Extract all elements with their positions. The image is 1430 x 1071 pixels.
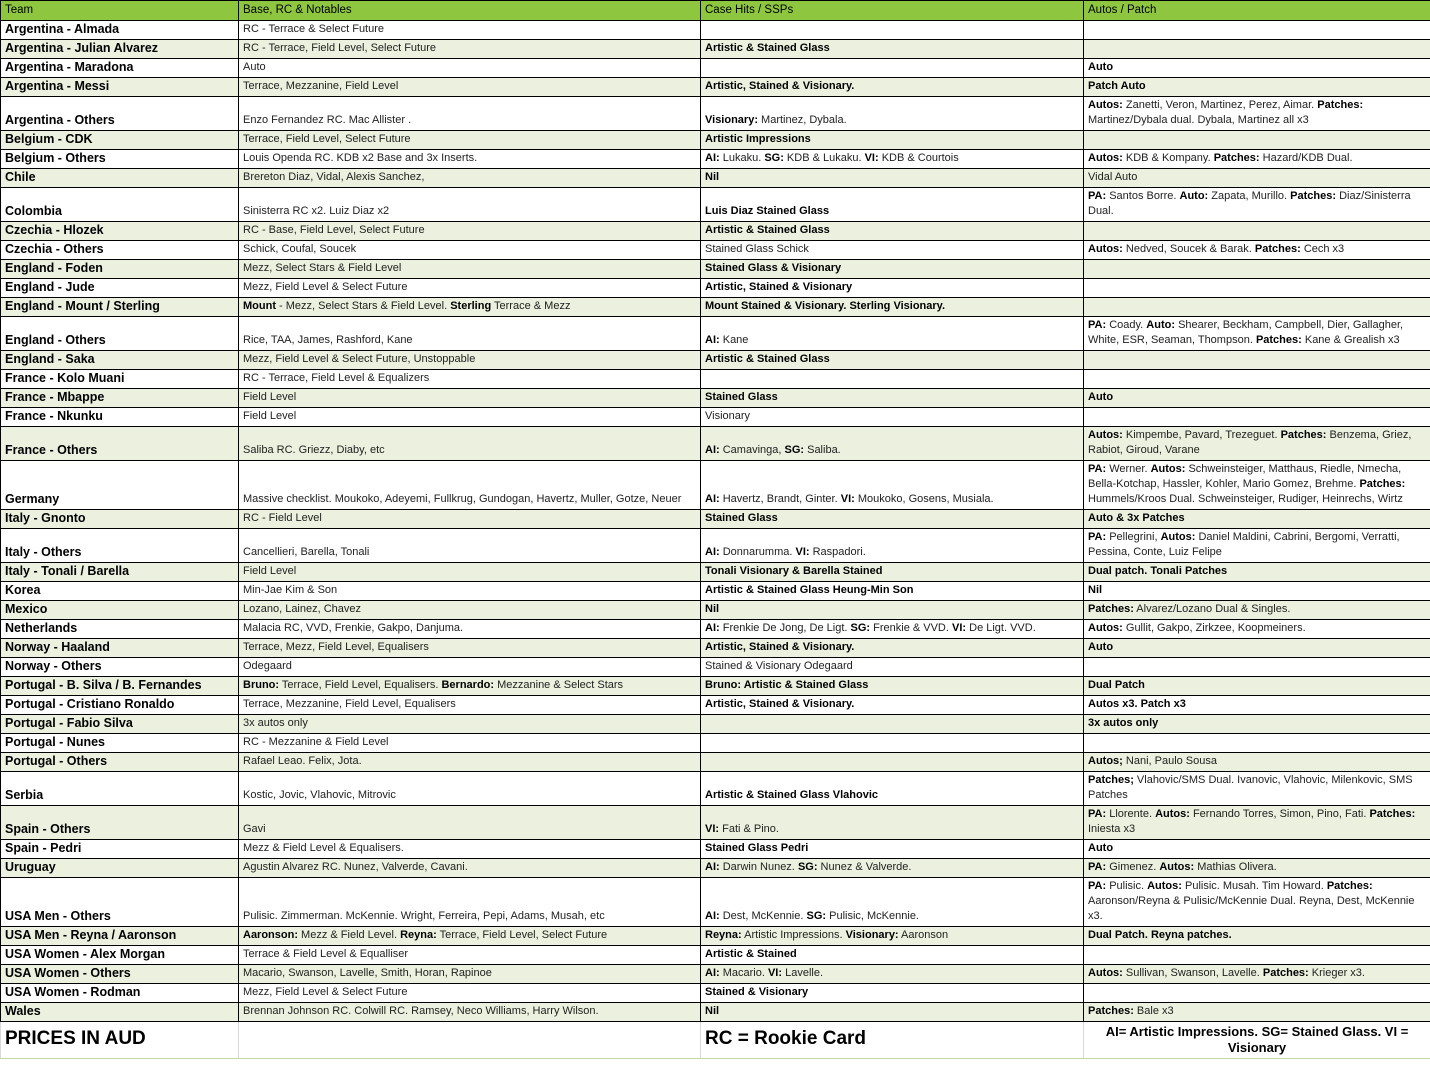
autos-patch-cell[interactable] bbox=[1084, 351, 1430, 370]
team-cell[interactable]: Portugal - B. Silva / B. Fernandes bbox=[1, 677, 239, 696]
case-hits-cell[interactable] bbox=[701, 715, 1084, 734]
autos-patch-cell[interactable] bbox=[1084, 260, 1430, 279]
autos-patch-cell[interactable] bbox=[1084, 984, 1430, 1003]
rookie-card-legend[interactable]: RC = Rookie Card bbox=[701, 1022, 1084, 1059]
table-row bbox=[1, 241, 1430, 260]
table-row bbox=[1, 1003, 1430, 1022]
footer-row bbox=[1, 1022, 1430, 1059]
table-row bbox=[1, 40, 1430, 59]
case-hits-cell[interactable] bbox=[701, 753, 1084, 772]
team-cell[interactable]: Norway - Haaland bbox=[1, 639, 239, 658]
table-row bbox=[1, 601, 1430, 620]
team-cell[interactable]: Belgium - CDK bbox=[1, 131, 239, 150]
base-cell[interactable]: RC - Mezzanine & Field Level bbox=[239, 734, 701, 753]
base-cell[interactable]: Field Level bbox=[239, 408, 701, 427]
base-cell[interactable]: Schick, Coufal, Soucek bbox=[239, 241, 701, 260]
table-row bbox=[1, 715, 1430, 734]
case-hits-cell[interactable]: Artistic & Stained Glass bbox=[701, 351, 1084, 370]
table-row bbox=[1, 772, 1430, 806]
team-cell[interactable]: USA Men - Reyna / Aaronson bbox=[1, 927, 239, 946]
base-cell[interactable]: Enzo Fernandez RC. Mac Allister . bbox=[239, 97, 701, 131]
table-row bbox=[1, 317, 1430, 351]
prices-note[interactable]: PRICES IN AUD bbox=[1, 1022, 239, 1059]
case-hits-cell[interactable]: Artistic & Stained bbox=[701, 946, 1084, 965]
base-cell[interactable]: Sinisterra RC x2. Luiz Diaz x2 bbox=[239, 188, 701, 222]
autos-patch-cell[interactable] bbox=[1084, 734, 1430, 753]
autos-patch-cell[interactable]: Autos: KDB & Kompany. Patches: Hazard/KDB Dual. bbox=[1084, 150, 1430, 169]
autos-patch-cell[interactable]: Auto bbox=[1084, 840, 1430, 859]
base-cell[interactable]: Rafael Leao. Felix, Jota. bbox=[239, 753, 701, 772]
base-cell[interactable]: Terrace, Field Level, Select Future bbox=[239, 131, 701, 150]
base-cell[interactable]: Massive checklist. Moukoko, Adeyemi, Fullkrug, Gundogan, Havertz, Muller, Gotze, Neuer bbox=[239, 461, 701, 510]
base-cell[interactable]: Mezz, Field Level & Select Future, Unstoppable bbox=[239, 351, 701, 370]
autos-patch-cell[interactable]: Autos: Sullivan, Swanson, Lavelle. Patches: Krieger x3. bbox=[1084, 965, 1430, 984]
autos-patch-cell[interactable]: Vidal Auto bbox=[1084, 169, 1430, 188]
autos-patch-cell[interactable] bbox=[1084, 370, 1430, 389]
team-cell[interactable]: Serbia bbox=[1, 772, 239, 806]
autos-patch-cell[interactable]: Auto bbox=[1084, 59, 1430, 78]
base-cell[interactable]: RC - Field Level bbox=[239, 510, 701, 529]
autos-patch-cell[interactable]: PA: Pellegrini, Autos: Daniel Maldini, Cabrini, Bergomi, Verratti, Pessina, Conte, Luiz Felipe bbox=[1084, 529, 1430, 563]
base-cell[interactable]: RC - Terrace, Field Level, Select Future bbox=[239, 40, 701, 59]
team-cell[interactable]: Portugal - Cristiano Ronaldo bbox=[1, 696, 239, 715]
autos-patch-cell[interactable] bbox=[1084, 222, 1430, 241]
autos-patch-cell[interactable] bbox=[1084, 298, 1430, 317]
table-row bbox=[1, 927, 1430, 946]
case-hits-cell[interactable]: Stained Glass bbox=[701, 389, 1084, 408]
case-hits-cell[interactable] bbox=[701, 59, 1084, 78]
base-cell[interactable]: 3x autos only bbox=[239, 715, 701, 734]
table-row bbox=[1, 97, 1430, 131]
team-cell[interactable]: Argentina - Others bbox=[1, 97, 239, 131]
table-row bbox=[1, 59, 1430, 78]
table-row bbox=[1, 965, 1430, 984]
case-hits-cell[interactable]: Stained & Visionary Odegaard bbox=[701, 658, 1084, 677]
table-row bbox=[1, 78, 1430, 97]
header-row bbox=[1, 1, 1430, 21]
base-cell[interactable]: Bruno: Terrace, Field Level, Equalisers. Bernardo: Mezzanine & Select Stars bbox=[239, 677, 701, 696]
autos-patch-cell[interactable]: Autos: Kimpembe, Pavard, Trezeguet. Patches: Benzema, Griez, Rabiot, Giroud, Varane bbox=[1084, 427, 1430, 461]
table-row bbox=[1, 840, 1430, 859]
team-cell[interactable]: France - Kolo Muani bbox=[1, 370, 239, 389]
autos-patch-cell[interactable]: Auto bbox=[1084, 389, 1430, 408]
team-cell[interactable]: Italy - Gnonto bbox=[1, 510, 239, 529]
team-cell[interactable]: Colombia bbox=[1, 188, 239, 222]
autos-patch-cell[interactable]: Nil bbox=[1084, 582, 1430, 601]
autos-patch-cell[interactable]: PA: Coady. Auto: Shearer, Beckham, Campbell, Dier, Gallagher, White, ESR, Seaman, Thompson. Patches: Kane & Grealish x3 bbox=[1084, 317, 1430, 351]
team-cell[interactable]: USA Women - Rodman bbox=[1, 984, 239, 1003]
table-row bbox=[1, 351, 1430, 370]
team-cell[interactable]: Belgium - Others bbox=[1, 150, 239, 169]
autos-patch-cell[interactable] bbox=[1084, 131, 1430, 150]
table-row bbox=[1, 21, 1430, 40]
case-hits-cell[interactable]: Reyna: Artistic Impressions. Visionary: Aaronson bbox=[701, 927, 1084, 946]
autos-patch-cell[interactable]: Autos x3. Patch x3 bbox=[1084, 696, 1430, 715]
base-cell[interactable]: Lozano, Lainez, Chavez bbox=[239, 601, 701, 620]
base-cell[interactable]: Agustin Alvarez RC. Nunez, Valverde, Cavani. bbox=[239, 859, 701, 878]
autos-patch-cell[interactable] bbox=[1084, 946, 1430, 965]
team-cell[interactable]: Argentina - Messi bbox=[1, 78, 239, 97]
base-cell[interactable]: Terrace, Mezzanine, Field Level bbox=[239, 78, 701, 97]
autos-patch-cell[interactable]: PA: Santos Borre. Auto: Zapata, Murillo. Patches: Diaz/Sinisterra Dual. bbox=[1084, 188, 1430, 222]
column-header-team[interactable]: Team bbox=[1, 1, 239, 21]
team-cell[interactable]: France - Mbappe bbox=[1, 389, 239, 408]
table-row bbox=[1, 529, 1430, 563]
base-cell[interactable]: Field Level bbox=[239, 389, 701, 408]
table-row bbox=[1, 677, 1430, 696]
case-hits-cell[interactable]: VI: Fati & Pino. bbox=[701, 806, 1084, 840]
table-row bbox=[1, 878, 1430, 927]
team-cell[interactable]: Portugal - Fabio Silva bbox=[1, 715, 239, 734]
table-row bbox=[1, 427, 1430, 461]
team-cell[interactable]: England - Saka bbox=[1, 351, 239, 370]
table-row bbox=[1, 582, 1430, 601]
autos-patch-cell[interactable]: Dual Patch. Reyna patches. bbox=[1084, 927, 1430, 946]
table-row bbox=[1, 620, 1430, 639]
team-cell[interactable]: England - Mount / Sterling bbox=[1, 298, 239, 317]
case-hits-cell[interactable]: Stained Glass Pedri bbox=[701, 840, 1084, 859]
footer-empty-cell[interactable] bbox=[239, 1022, 701, 1059]
team-cell[interactable]: England - Foden bbox=[1, 260, 239, 279]
column-header-case[interactable]: Case Hits / SSPs bbox=[701, 1, 1084, 21]
column-header-base[interactable]: Base, RC & Notables bbox=[239, 1, 701, 21]
team-cell[interactable]: USA Women - Others bbox=[1, 965, 239, 984]
base-cell[interactable]: Terrace & Field Level & Equalliser bbox=[239, 946, 701, 965]
team-cell[interactable]: France - Nkunku bbox=[1, 408, 239, 427]
base-cell[interactable]: Mezz & Field Level & Equalisers. bbox=[239, 840, 701, 859]
autos-patch-cell[interactable]: Patches; Vlahovic/SMS Dual. Ivanovic, Vlahovic, Milenkovic, SMS Patches bbox=[1084, 772, 1430, 806]
base-cell[interactable]: Mount - Mezz, Select Stars & Field Level. Sterling Terrace & Mezz bbox=[239, 298, 701, 317]
case-hits-cell[interactable] bbox=[701, 370, 1084, 389]
bottom-spacer bbox=[0, 1059, 1430, 1071]
case-hits-cell[interactable]: AI: Camavinga, SG: Saliba. bbox=[701, 427, 1084, 461]
autos-patch-cell[interactable] bbox=[1084, 40, 1430, 59]
team-cell[interactable]: Argentina - Julian Alvarez bbox=[1, 40, 239, 59]
autos-patch-cell[interactable]: Auto & 3x Patches bbox=[1084, 510, 1430, 529]
case-hits-cell[interactable]: AI: Lukaku. SG: KDB & Lukaku. VI: KDB & Courtois bbox=[701, 150, 1084, 169]
case-hits-cell[interactable]: Nil bbox=[701, 169, 1084, 188]
team-cell[interactable]: England - Others bbox=[1, 317, 239, 351]
base-cell[interactable]: Auto bbox=[239, 59, 701, 78]
autos-patch-cell[interactable]: Autos: Zanetti, Veron, Martinez, Perez, Aimar. Patches: Martinez/Dybala dual. Dybala, Martinez all x3 bbox=[1084, 97, 1430, 131]
base-cell[interactable]: RC - Base, Field Level, Select Future bbox=[239, 222, 701, 241]
case-hits-cell[interactable] bbox=[701, 734, 1084, 753]
case-hits-cell[interactable]: Artistic, Stained & Visionary bbox=[701, 279, 1084, 298]
base-cell[interactable]: Saliba RC. Griezz, Diaby, etc bbox=[239, 427, 701, 461]
base-cell[interactable]: Brereton Diaz, Vidal, Alexis Sanchez, bbox=[239, 169, 701, 188]
table-row bbox=[1, 806, 1430, 840]
case-hits-cell[interactable]: Artistic, Stained & Visionary. bbox=[701, 696, 1084, 715]
autos-patch-cell[interactable] bbox=[1084, 279, 1430, 298]
base-cell[interactable]: Mezz, Field Level & Select Future bbox=[239, 984, 701, 1003]
team-cell[interactable]: Korea bbox=[1, 582, 239, 601]
case-hits-cell[interactable] bbox=[701, 21, 1084, 40]
team-cell[interactable]: Portugal - Nunes bbox=[1, 734, 239, 753]
case-hits-cell[interactable]: Stained Glass bbox=[701, 510, 1084, 529]
autos-patch-cell[interactable]: Autos: Nedved, Soucek & Barak. Patches: Cech x3 bbox=[1084, 241, 1430, 260]
table-row bbox=[1, 859, 1430, 878]
case-hits-cell[interactable]: AI: Darwin Nunez. SG: Nunez & Valverde. bbox=[701, 859, 1084, 878]
case-hits-cell[interactable]: Bruno: Artistic & Stained Glass bbox=[701, 677, 1084, 696]
base-cell[interactable]: Odegaard bbox=[239, 658, 701, 677]
team-cell[interactable]: Netherlands bbox=[1, 620, 239, 639]
autos-patch-cell[interactable]: Dual Patch bbox=[1084, 677, 1430, 696]
case-hits-cell[interactable]: AI: Kane bbox=[701, 317, 1084, 351]
autos-patch-cell[interactable]: Auto bbox=[1084, 639, 1430, 658]
base-cell[interactable]: Kostic, Jovic, Vlahovic, Mitrovic bbox=[239, 772, 701, 806]
case-hits-cell[interactable]: AI: Frenkie De Jong, De Ligt. SG: Frenkie & VVD. VI: De Ligt. VVD. bbox=[701, 620, 1084, 639]
table-row bbox=[1, 260, 1430, 279]
case-hits-cell[interactable]: Stained & Visionary bbox=[701, 984, 1084, 1003]
team-cell[interactable]: USA Women - Alex Morgan bbox=[1, 946, 239, 965]
autos-patch-cell[interactable]: Autos; Nani, Paulo Sousa bbox=[1084, 753, 1430, 772]
case-hits-cell[interactable]: Visionary bbox=[701, 408, 1084, 427]
case-hits-cell[interactable]: AI: Dest, McKennie. SG: Pulisic, McKennie. bbox=[701, 878, 1084, 927]
autos-patch-cell[interactable]: 3x autos only bbox=[1084, 715, 1430, 734]
team-cell[interactable]: Norway - Others bbox=[1, 658, 239, 677]
autos-patch-cell[interactable]: PA: Werner. Autos: Schweinsteiger, Matthaus, Riedle, Nmecha, Bella-Kotchap, Hassler, Kohler, Mario Gomez, Brehme. Patches: Hummels/Kroos Dual. Schweinsteiger, Rudiger, Heinrechs, Wirtz bbox=[1084, 461, 1430, 510]
case-hits-cell[interactable]: AI: Donnarumma. VI: Raspadori. bbox=[701, 529, 1084, 563]
base-cell[interactable]: Brennan Johnson RC. Colwill RC. Ramsey, Neco Williams, Harry Wilson. bbox=[239, 1003, 701, 1022]
case-hits-cell[interactable]: Artistic & Stained Glass bbox=[701, 40, 1084, 59]
table-row bbox=[1, 370, 1430, 389]
table-row bbox=[1, 222, 1430, 241]
table-row bbox=[1, 298, 1430, 317]
table-row bbox=[1, 563, 1430, 582]
team-cell[interactable]: Argentina - Maradona bbox=[1, 59, 239, 78]
case-hits-cell[interactable]: Tonali Visionary & Barella Stained bbox=[701, 563, 1084, 582]
case-hits-cell[interactable]: AI: Macario. VI: Lavelle. bbox=[701, 965, 1084, 984]
base-cell[interactable]: Cancellieri, Barella, Tonali bbox=[239, 529, 701, 563]
base-cell[interactable]: RC - Terrace, Field Level & Equalizers bbox=[239, 370, 701, 389]
base-cell[interactable]: Macario, Swanson, Lavelle, Smith, Horan, Rapinoe bbox=[239, 965, 701, 984]
table-row bbox=[1, 169, 1430, 188]
team-cell[interactable]: Mexico bbox=[1, 601, 239, 620]
team-cell[interactable]: Czechia - Hlozek bbox=[1, 222, 239, 241]
table-row bbox=[1, 658, 1430, 677]
base-cell[interactable]: Min-Jae Kim & Son bbox=[239, 582, 701, 601]
autos-patch-cell[interactable]: PA: Pulisic. Autos: Pulisic. Musah. Tim Howard. Patches: Aaronson/Reyna & Pulisic/McKennie Dual. Reyna, Dest, McKennie x3. bbox=[1084, 878, 1430, 927]
table-row bbox=[1, 510, 1430, 529]
autos-patch-cell[interactable] bbox=[1084, 408, 1430, 427]
table-row bbox=[1, 753, 1430, 772]
team-cell[interactable]: Wales bbox=[1, 1003, 239, 1022]
table-row bbox=[1, 389, 1430, 408]
autos-patch-cell[interactable]: PA: Llorente. Autos: Fernando Torres, Simon, Pino, Fati. Patches: Iniesta x3 bbox=[1084, 806, 1430, 840]
base-cell[interactable]: Rice, TAA, James, Rashford, Kane bbox=[239, 317, 701, 351]
autos-patch-cell[interactable]: Patch Auto bbox=[1084, 78, 1430, 97]
table-row bbox=[1, 408, 1430, 427]
case-hits-cell[interactable]: Artistic, Stained & Visionary. bbox=[701, 639, 1084, 658]
base-cell[interactable]: Louis Openda RC. KDB x2 Base and 3x Inserts. bbox=[239, 150, 701, 169]
table-row bbox=[1, 734, 1430, 753]
abbreviation-legend[interactable]: AI= Artistic Impressions. SG= Stained Glass. VI = Visionary bbox=[1084, 1022, 1430, 1059]
case-hits-cell[interactable]: Stained Glass & Visionary bbox=[701, 260, 1084, 279]
team-cell[interactable]: Portugal - Others bbox=[1, 753, 239, 772]
base-cell[interactable]: Mezz, Select Stars & Field Level bbox=[239, 260, 701, 279]
table-row bbox=[1, 639, 1430, 658]
base-cell[interactable]: Field Level bbox=[239, 563, 701, 582]
base-cell[interactable]: Malacia RC, VVD, Frenkie, Gakpo, Danjuma. bbox=[239, 620, 701, 639]
case-hits-cell[interactable]: Artistic Impressions bbox=[701, 131, 1084, 150]
table-row bbox=[1, 279, 1430, 298]
case-hits-cell[interactable]: Artistic, Stained & Visionary. bbox=[701, 78, 1084, 97]
autos-patch-cell[interactable] bbox=[1084, 658, 1430, 677]
table-row bbox=[1, 131, 1430, 150]
column-header-autos[interactable]: Autos / Patch bbox=[1084, 1, 1430, 21]
table-row bbox=[1, 946, 1430, 965]
team-cell[interactable]: Uruguay bbox=[1, 859, 239, 878]
case-hits-cell[interactable]: Artistic & Stained Glass bbox=[701, 222, 1084, 241]
team-cell[interactable]: Chile bbox=[1, 169, 239, 188]
base-cell[interactable]: Mezz, Field Level & Select Future bbox=[239, 279, 701, 298]
case-hits-cell[interactable]: Visionary: Martinez, Dybala. bbox=[701, 97, 1084, 131]
autos-patch-cell[interactable]: PA: Gimenez. Autos: Mathias Olivera. bbox=[1084, 859, 1430, 878]
case-hits-cell[interactable]: AI: Havertz, Brandt, Ginter. VI: Moukoko, Gosens, Musiala. bbox=[701, 461, 1084, 510]
team-cell[interactable]: Italy - Others bbox=[1, 529, 239, 563]
autos-patch-cell[interactable]: Dual patch. Tonali Patches bbox=[1084, 563, 1430, 582]
table-row bbox=[1, 150, 1430, 169]
table-row bbox=[1, 696, 1430, 715]
base-cell[interactable]: RC - Terrace & Select Future bbox=[239, 21, 701, 40]
case-hits-cell[interactable]: Artistic & Stained Glass Heung-Min Son bbox=[701, 582, 1084, 601]
team-cell[interactable]: Spain - Pedri bbox=[1, 840, 239, 859]
table-row bbox=[1, 188, 1430, 222]
case-hits-cell[interactable]: Luis Diaz Stained Glass bbox=[701, 188, 1084, 222]
team-cell[interactable]: England - Jude bbox=[1, 279, 239, 298]
case-hits-cell[interactable]: Nil bbox=[701, 1003, 1084, 1022]
team-cell[interactable]: Argentina - Almada bbox=[1, 21, 239, 40]
case-hits-cell[interactable]: Stained Glass Schick bbox=[701, 241, 1084, 260]
base-cell[interactable]: Gavi bbox=[239, 806, 701, 840]
team-cell[interactable]: France - Others bbox=[1, 427, 239, 461]
case-hits-cell[interactable]: Mount Stained & Visionary. Sterling Visionary. bbox=[701, 298, 1084, 317]
case-hits-cell[interactable]: Artistic & Stained Glass Vlahovic bbox=[701, 772, 1084, 806]
team-cell[interactable]: Spain - Others bbox=[1, 806, 239, 840]
autos-patch-cell[interactable]: Autos: Gullit, Gakpo, Zirkzee, Koopmeiners. bbox=[1084, 620, 1430, 639]
base-cell[interactable]: Terrace, Mezzanine, Field Level, Equalisers bbox=[239, 696, 701, 715]
base-cell[interactable]: Terrace, Mezz, Field Level, Equalisers bbox=[239, 639, 701, 658]
case-hits-cell[interactable]: Nil bbox=[701, 601, 1084, 620]
base-cell[interactable]: Aaronson: Mezz & Field Level. Reyna: Terrace, Field Level, Select Future bbox=[239, 927, 701, 946]
team-cell[interactable]: Germany bbox=[1, 461, 239, 510]
team-cell[interactable]: Czechia - Others bbox=[1, 241, 239, 260]
autos-patch-cell[interactable]: Patches: Bale x3 bbox=[1084, 1003, 1430, 1022]
base-cell[interactable]: Pulisic. Zimmerman. McKennie. Wright, Ferreira, Pepi, Adams, Musah, etc bbox=[239, 878, 701, 927]
autos-patch-cell[interactable]: Patches: Alvarez/Lozano Dual & Singles. bbox=[1084, 601, 1430, 620]
table-row bbox=[1, 984, 1430, 1003]
autos-patch-cell[interactable] bbox=[1084, 21, 1430, 40]
team-cell[interactable]: Italy - Tonali / Barella bbox=[1, 563, 239, 582]
team-cell[interactable]: USA Men - Others bbox=[1, 878, 239, 927]
table-row bbox=[1, 461, 1430, 510]
